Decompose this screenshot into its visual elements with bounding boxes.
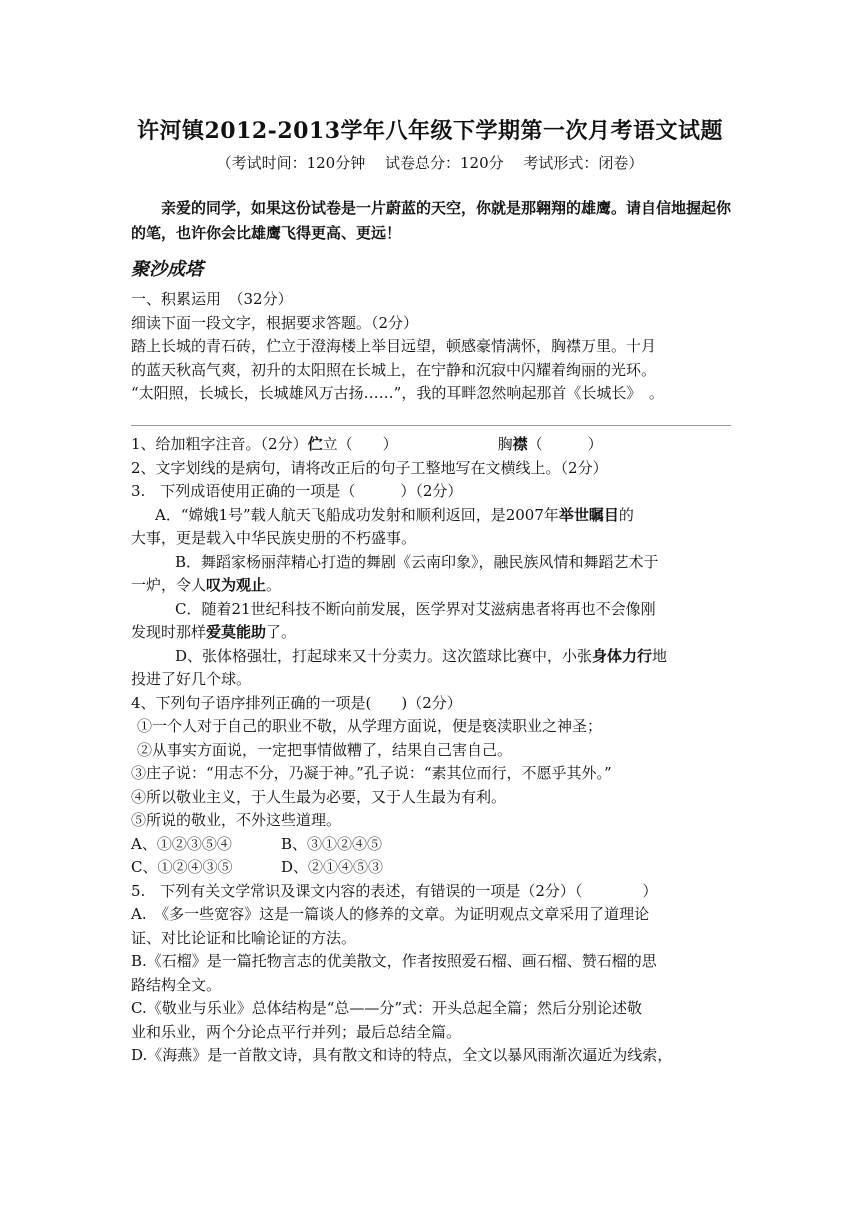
part1-block bbox=[131, 288, 731, 406]
q1-blank-2[interactable]: （ ） bbox=[527, 435, 603, 453]
passage-line: 踏上长城的青石砖，伫立于澄海楼上举目远望，顿感豪情满怀，胸襟万里。十月 bbox=[131, 337, 657, 355]
intro-paragraph: 亲爱的同学，如果这份试卷是一片蔚蓝的天空，你就是那翱翔的雄鹰。请自信地握起你的笔，也许你会比雄鹰飞得更高、更远！ bbox=[131, 199, 732, 242]
q1-prefix: 1、给加粗字注音。（2分） bbox=[131, 435, 308, 453]
q4-option-b[interactable]: B、③①②④⑤ bbox=[281, 834, 383, 853]
q4-option-a[interactable]: A、①②③⑤④ bbox=[131, 834, 232, 853]
question-3-stem: 3. 下列成语使用正确的一项是（ ）（2分） bbox=[131, 482, 463, 500]
q3-idiom-a: 举世瞩目 bbox=[558, 505, 619, 524]
q4-option-d[interactable]: D、②①④⑤③ bbox=[281, 858, 384, 876]
question-1 bbox=[131, 432, 731, 456]
q3-option-a-cont: 大事，更是载入中华民族史册的不朽盛事。 bbox=[131, 529, 417, 547]
q1-bold-char-2: 襟 bbox=[512, 435, 528, 453]
q4-options-row-1 bbox=[131, 832, 731, 856]
question-2: 2、文字划线的是病句，请将改正后的句子工整地写在文横线上。（2分） bbox=[131, 458, 608, 477]
q4-option-c[interactable]: C、①②④③⑤ bbox=[131, 858, 233, 876]
q4-sentence-2: ②从事实方面说，一定把事情做糟了，结果自己害自己。 bbox=[137, 740, 513, 759]
passage-instruction: 细读下面一段文字，根据要求答题。（2分） bbox=[131, 313, 419, 332]
q1-blank-1[interactable]: 立（ ） bbox=[322, 435, 398, 453]
question-5-stem: 5. 下列有关文学常识及课文内容的表述，有错误的一项是（2分）（ ） bbox=[131, 881, 658, 900]
q5-option-b: B.《石榴》是一篇托物言志的优美散文，作者按照爱石榴、画石榴、赞石榴的思 bbox=[131, 952, 657, 970]
q3-idiom-c: 爱莫能助 bbox=[206, 623, 267, 641]
q3-option-b: B．舞蹈家杨丽萍精心打造的舞剧《云南印象》，融民族风情和舞蹈艺术于 bbox=[175, 552, 659, 571]
q4-sentence-5: ⑤所说的敬业，不外这些道理。 bbox=[131, 811, 342, 829]
section-title: 聚沙成塔 bbox=[131, 259, 203, 280]
q5-option-c: C.《敬业与乐业》总体结构是“总——分”式：开头总起全篇；然后分别论述敬 bbox=[131, 999, 643, 1017]
q4-options-row-2 bbox=[131, 855, 731, 879]
exam-meta: （考试时间：120分钟 试卷总分：120分 考试形式：闭卷） bbox=[216, 154, 644, 172]
divider-line bbox=[131, 425, 731, 426]
q5-option-b-cont: 路结构全文。 bbox=[131, 975, 222, 994]
question-4-stem: 4、下列句子语序排列正确的一项是( )（2分） bbox=[131, 693, 462, 712]
q3-idiom-b: 叹为观止 bbox=[206, 576, 267, 594]
q3-option-b-cont: 一炉，令人叹为观止。 bbox=[131, 576, 282, 594]
q4-sentence-3: ③庄子说：“用志不分，乃凝于神。”孔子说：“素其位而行，不愿乎其外。” bbox=[131, 764, 612, 782]
part1-heading: 一、积累运用 （32分） bbox=[131, 290, 293, 308]
exam-title: 许河镇2012-2013学年八年级下学期第一次月考语文试题 bbox=[136, 118, 724, 144]
q3-option-d: D、张体格强壮，打起球来又十分卖力。这次篮球比赛中，小张身体力行地 bbox=[175, 646, 668, 665]
q3-option-a: A．“嫦娥1号”载人航天飞船成功发射和顺利返回，是2007年举世瞩目的 bbox=[155, 505, 634, 524]
q5-option-a-cont: 证、对比论证和比喻论证的方法。 bbox=[131, 928, 357, 947]
passage-line: “太阳照，长城长，长城雄风万古扬……”，我的耳畔忽然响起那首《长城长》 。 bbox=[131, 384, 664, 402]
q5-option-a: A. 《多一些宽容》这是一篇谈人的修养的文章。为证明观点文章采用了道理论 bbox=[131, 905, 650, 923]
q3-idiom-d: 身体力行 bbox=[592, 646, 653, 665]
q1-char-pre: 胸 bbox=[497, 435, 513, 453]
q3-option-c: C．随着21世纪科技不断向前发展，医学界对艾滋病患者将再也不会像刚 bbox=[175, 599, 656, 618]
passage-line: 的蓝天秋高气爽，初升的太阳照在长城上，在宁静和沉寂中闪耀着绚丽的光环。 bbox=[131, 360, 657, 379]
q4-sentence-4: ④所以敬业主义，于人生最为必要，又于人生最为有利。 bbox=[131, 787, 507, 806]
q4-sentence-1: ①一个人对于自己的职业不敬，从学理方面说，便是亵渎职业之神圣； bbox=[137, 717, 603, 735]
q5-option-c-cont: 业和乐业，两个分论点平行并列；最后总结全篇。 bbox=[131, 1022, 462, 1041]
q3-option-c-cont: 发现时那样爱莫能助了。 bbox=[131, 623, 297, 641]
q1-bold-char-1: 伫 bbox=[307, 435, 323, 453]
q5-option-d: D.《海燕》是一首散文诗，具有散文和诗的特点，全文以暴风雨渐次逼近为线索， bbox=[131, 1046, 673, 1064]
questions-block bbox=[131, 432, 731, 1067]
q3-option-d-cont: 投进了好几个球。 bbox=[131, 670, 252, 688]
